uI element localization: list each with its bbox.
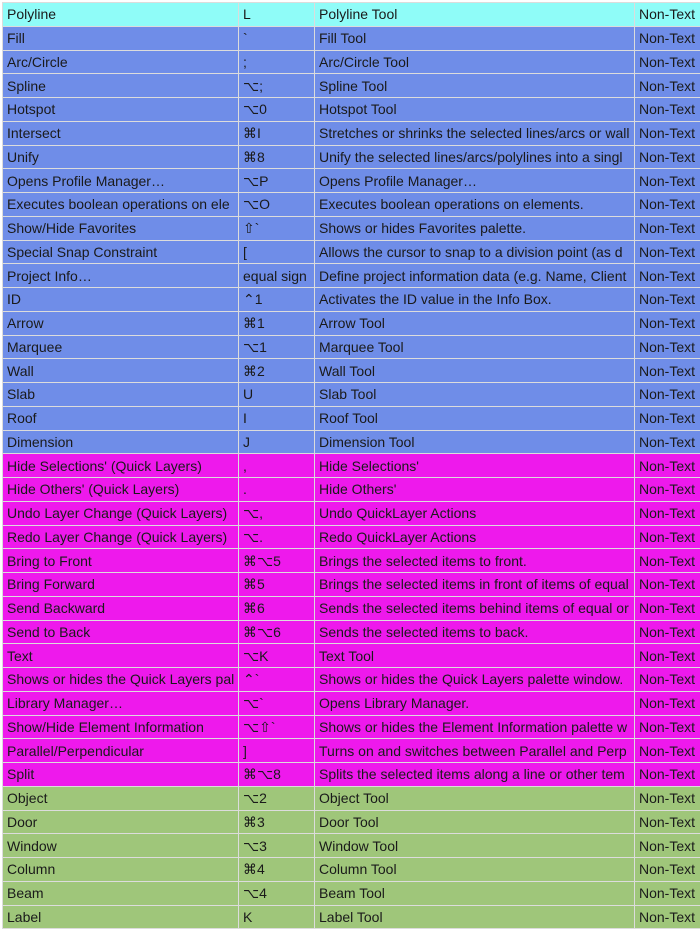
- shortcut-cell: ⌘I: [239, 121, 315, 145]
- shortcut-cell: ⌥3: [239, 834, 315, 858]
- table-row: [3, 74, 700, 98]
- command-cell: Label: [3, 905, 239, 929]
- command-cell: Executes boolean operations on ele: [3, 193, 239, 217]
- type-cell: Non-Text: [635, 478, 700, 502]
- type-cell: Non-Text: [635, 74, 700, 98]
- shortcut-cell: J: [239, 430, 315, 454]
- description-cell: Redo QuickLayer Actions: [315, 525, 635, 549]
- table-row: [3, 311, 700, 335]
- table-row: [3, 288, 700, 312]
- type-cell: Non-Text: [635, 596, 700, 620]
- type-cell: Non-Text: [635, 501, 700, 525]
- type-cell: Non-Text: [635, 834, 700, 858]
- type-cell: Non-Text: [635, 359, 700, 383]
- description-cell: Sends the selected items behind items of equal or: [315, 596, 635, 620]
- table-row: [3, 525, 700, 549]
- type-cell: Non-Text: [635, 311, 700, 335]
- description-cell: Fill Tool: [315, 26, 635, 50]
- description-cell: Unify the selected lines/arcs/polylines into a singl: [315, 145, 635, 169]
- command-cell: Send to Back: [3, 620, 239, 644]
- table-row: [3, 810, 700, 834]
- type-cell: Non-Text: [635, 644, 700, 668]
- type-cell: Non-Text: [635, 216, 700, 240]
- command-cell: Redo Layer Change (Quick Layers): [3, 525, 239, 549]
- description-cell: Executes boolean operations on elements.: [315, 193, 635, 217]
- type-cell: Non-Text: [635, 169, 700, 193]
- description-cell: Arrow Tool: [315, 311, 635, 335]
- command-cell: Spline: [3, 74, 239, 98]
- type-cell: Non-Text: [635, 525, 700, 549]
- shortcut-cell: ⌘6: [239, 596, 315, 620]
- type-cell: Non-Text: [635, 668, 700, 692]
- description-cell: Turns on and switches between Parallel and Perp: [315, 739, 635, 763]
- shortcut-cell: ⌃1: [239, 288, 315, 312]
- table-row: [3, 3, 700, 27]
- shortcut-cell: `: [239, 26, 315, 50]
- command-cell: Door: [3, 810, 239, 834]
- description-cell: Shows or hides the Quick Layers palette window.: [315, 668, 635, 692]
- description-cell: Splits the selected items along a line or other tem: [315, 763, 635, 787]
- command-cell: Hotspot: [3, 98, 239, 122]
- table-row: [3, 121, 700, 145]
- type-cell: Non-Text: [635, 715, 700, 739]
- table-row: [3, 691, 700, 715]
- table-row: [3, 549, 700, 573]
- type-cell: Non-Text: [635, 50, 700, 74]
- shortcut-table: [2, 2, 700, 929]
- shortcut-cell: ⌘2: [239, 359, 315, 383]
- table-row: [3, 478, 700, 502]
- shortcut-cell: ⇧`: [239, 216, 315, 240]
- description-cell: Opens Library Manager.: [315, 691, 635, 715]
- table-row: [3, 359, 700, 383]
- type-cell: Non-Text: [635, 763, 700, 787]
- shortcut-cell: equal sign: [239, 264, 315, 288]
- shortcut-cell: ⌘1: [239, 311, 315, 335]
- description-cell: Marquee Tool: [315, 335, 635, 359]
- command-cell: Marquee: [3, 335, 239, 359]
- command-cell: Send Backward: [3, 596, 239, 620]
- shortcut-cell: K: [239, 905, 315, 929]
- command-cell: Roof: [3, 406, 239, 430]
- description-cell: Polyline Tool: [315, 3, 635, 27]
- command-cell: Special Snap Constraint: [3, 240, 239, 264]
- command-cell: Dimension: [3, 430, 239, 454]
- table-row: [3, 834, 700, 858]
- table-row: [3, 98, 700, 122]
- table-row: [3, 620, 700, 644]
- description-cell: Brings the selected items to front.: [315, 549, 635, 573]
- table-row: [3, 881, 700, 905]
- type-cell: Non-Text: [635, 335, 700, 359]
- table-row: [3, 430, 700, 454]
- shortcut-cell: ⌥.: [239, 525, 315, 549]
- description-cell: Hide Others': [315, 478, 635, 502]
- description-cell: Text Tool: [315, 644, 635, 668]
- description-cell: Roof Tool: [315, 406, 635, 430]
- command-cell: Unify: [3, 145, 239, 169]
- type-cell: Non-Text: [635, 406, 700, 430]
- command-cell: Window: [3, 834, 239, 858]
- type-cell: Non-Text: [635, 786, 700, 810]
- command-cell: Polyline: [3, 3, 239, 27]
- command-cell: Parallel/Perpendicular: [3, 739, 239, 763]
- command-cell: ID: [3, 288, 239, 312]
- shortcut-cell: ⌥⇧`: [239, 715, 315, 739]
- description-cell: Spline Tool: [315, 74, 635, 98]
- table-row: [3, 406, 700, 430]
- description-cell: Hide Selections': [315, 454, 635, 478]
- command-cell: Intersect: [3, 121, 239, 145]
- table-row: [3, 216, 700, 240]
- command-cell: Opens Profile Manager…: [3, 169, 239, 193]
- description-cell: Stretches or shrinks the selected lines/arcs or wall: [315, 121, 635, 145]
- command-cell: Arc/Circle: [3, 50, 239, 74]
- shortcut-cell: ⌥`: [239, 691, 315, 715]
- description-cell: Opens Profile Manager…: [315, 169, 635, 193]
- shortcut-cell: ⌃`: [239, 668, 315, 692]
- command-cell: Project Info…: [3, 264, 239, 288]
- command-cell: Library Manager…: [3, 691, 239, 715]
- table-row: [3, 501, 700, 525]
- description-cell: Slab Tool: [315, 383, 635, 407]
- shortcut-cell: ⌘3: [239, 810, 315, 834]
- shortcut-cell: ⌥K: [239, 644, 315, 668]
- table-row: [3, 193, 700, 217]
- command-cell: Show/Hide Favorites: [3, 216, 239, 240]
- table-row: [3, 573, 700, 597]
- command-cell: Undo Layer Change (Quick Layers): [3, 501, 239, 525]
- type-cell: Non-Text: [635, 26, 700, 50]
- command-cell: Bring Forward: [3, 573, 239, 597]
- shortcut-cell: ⌘8: [239, 145, 315, 169]
- description-cell: Shows or hides Favorites palette.: [315, 216, 635, 240]
- description-cell: Undo QuickLayer Actions: [315, 501, 635, 525]
- description-cell: Shows or hides the Element Information palette w: [315, 715, 635, 739]
- description-cell: Wall Tool: [315, 359, 635, 383]
- table-row: [3, 739, 700, 763]
- description-cell: Label Tool: [315, 905, 635, 929]
- shortcut-cell: ⌘⌥8: [239, 763, 315, 787]
- table-row: [3, 26, 700, 50]
- type-cell: Non-Text: [635, 193, 700, 217]
- type-cell: Non-Text: [635, 383, 700, 407]
- type-cell: Non-Text: [635, 549, 700, 573]
- type-cell: Non-Text: [635, 121, 700, 145]
- shortcut-cell: I: [239, 406, 315, 430]
- shortcut-cell: ]: [239, 739, 315, 763]
- table-row: [3, 169, 700, 193]
- table-row: [3, 383, 700, 407]
- type-cell: Non-Text: [635, 905, 700, 929]
- command-cell: Hide Others' (Quick Layers): [3, 478, 239, 502]
- description-cell: Door Tool: [315, 810, 635, 834]
- shortcut-cell: ⌥;: [239, 74, 315, 98]
- shortcut-cell: ,: [239, 454, 315, 478]
- table-row: [3, 668, 700, 692]
- type-cell: Non-Text: [635, 264, 700, 288]
- type-cell: Non-Text: [635, 881, 700, 905]
- table-row: [3, 596, 700, 620]
- command-cell: Text: [3, 644, 239, 668]
- shortcut-cell: ⌥2: [239, 786, 315, 810]
- table-row: [3, 50, 700, 74]
- description-cell: Column Tool: [315, 858, 635, 882]
- shortcut-table-body: [3, 3, 700, 929]
- command-cell: Split: [3, 763, 239, 787]
- table-row: [3, 335, 700, 359]
- command-cell: Show/Hide Element Information: [3, 715, 239, 739]
- description-cell: Arc/Circle Tool: [315, 50, 635, 74]
- table-row: [3, 240, 700, 264]
- table-row: [3, 858, 700, 882]
- type-cell: Non-Text: [635, 145, 700, 169]
- table-row: [3, 454, 700, 478]
- description-cell: Hotspot Tool: [315, 98, 635, 122]
- type-cell: Non-Text: [635, 430, 700, 454]
- command-cell: Beam: [3, 881, 239, 905]
- description-cell: Allows the cursor to snap to a division point (as d: [315, 240, 635, 264]
- type-cell: Non-Text: [635, 98, 700, 122]
- description-cell: Object Tool: [315, 786, 635, 810]
- type-cell: Non-Text: [635, 691, 700, 715]
- table-row: [3, 763, 700, 787]
- table-row: [3, 644, 700, 668]
- type-cell: Non-Text: [635, 240, 700, 264]
- description-cell: Beam Tool: [315, 881, 635, 905]
- shortcut-cell: ⌥P: [239, 169, 315, 193]
- description-cell: Sends the selected items to back.: [315, 620, 635, 644]
- description-cell: Window Tool: [315, 834, 635, 858]
- description-cell: Activates the ID value in the Info Box.: [315, 288, 635, 312]
- shortcut-cell: ⌘⌥6: [239, 620, 315, 644]
- description-cell: Dimension Tool: [315, 430, 635, 454]
- shortcut-cell: ⌥1: [239, 335, 315, 359]
- shortcut-cell: ⌥0: [239, 98, 315, 122]
- command-cell: Column: [3, 858, 239, 882]
- shortcut-cell: U: [239, 383, 315, 407]
- command-cell: Hide Selections' (Quick Layers): [3, 454, 239, 478]
- command-cell: Object: [3, 786, 239, 810]
- command-cell: Arrow: [3, 311, 239, 335]
- shortcut-cell: ⌥4: [239, 881, 315, 905]
- shortcut-cell: ⌥O: [239, 193, 315, 217]
- type-cell: Non-Text: [635, 810, 700, 834]
- command-cell: Slab: [3, 383, 239, 407]
- description-cell: Brings the selected items in front of items of equal: [315, 573, 635, 597]
- command-cell: Shows or hides the Quick Layers pal: [3, 668, 239, 692]
- shortcut-cell: ⌘⌥5: [239, 549, 315, 573]
- table-row: [3, 786, 700, 810]
- table-row: [3, 905, 700, 929]
- command-cell: Bring to Front: [3, 549, 239, 573]
- type-cell: Non-Text: [635, 858, 700, 882]
- type-cell: Non-Text: [635, 288, 700, 312]
- shortcut-cell: ⌘4: [239, 858, 315, 882]
- table-row: [3, 715, 700, 739]
- command-cell: Fill: [3, 26, 239, 50]
- shortcut-cell: .: [239, 478, 315, 502]
- shortcut-cell: L: [239, 3, 315, 27]
- table-row: [3, 264, 700, 288]
- type-cell: Non-Text: [635, 739, 700, 763]
- table-row: [3, 145, 700, 169]
- shortcut-cell: ;: [239, 50, 315, 74]
- shortcut-cell: [: [239, 240, 315, 264]
- command-cell: Wall: [3, 359, 239, 383]
- shortcut-cell: ⌘5: [239, 573, 315, 597]
- type-cell: Non-Text: [635, 454, 700, 478]
- description-cell: Define project information data (e.g. Name, Client: [315, 264, 635, 288]
- type-cell: Non-Text: [635, 573, 700, 597]
- type-cell: Non-Text: [635, 620, 700, 644]
- shortcut-cell: ⌥,: [239, 501, 315, 525]
- type-cell: Non-Text: [635, 3, 700, 27]
